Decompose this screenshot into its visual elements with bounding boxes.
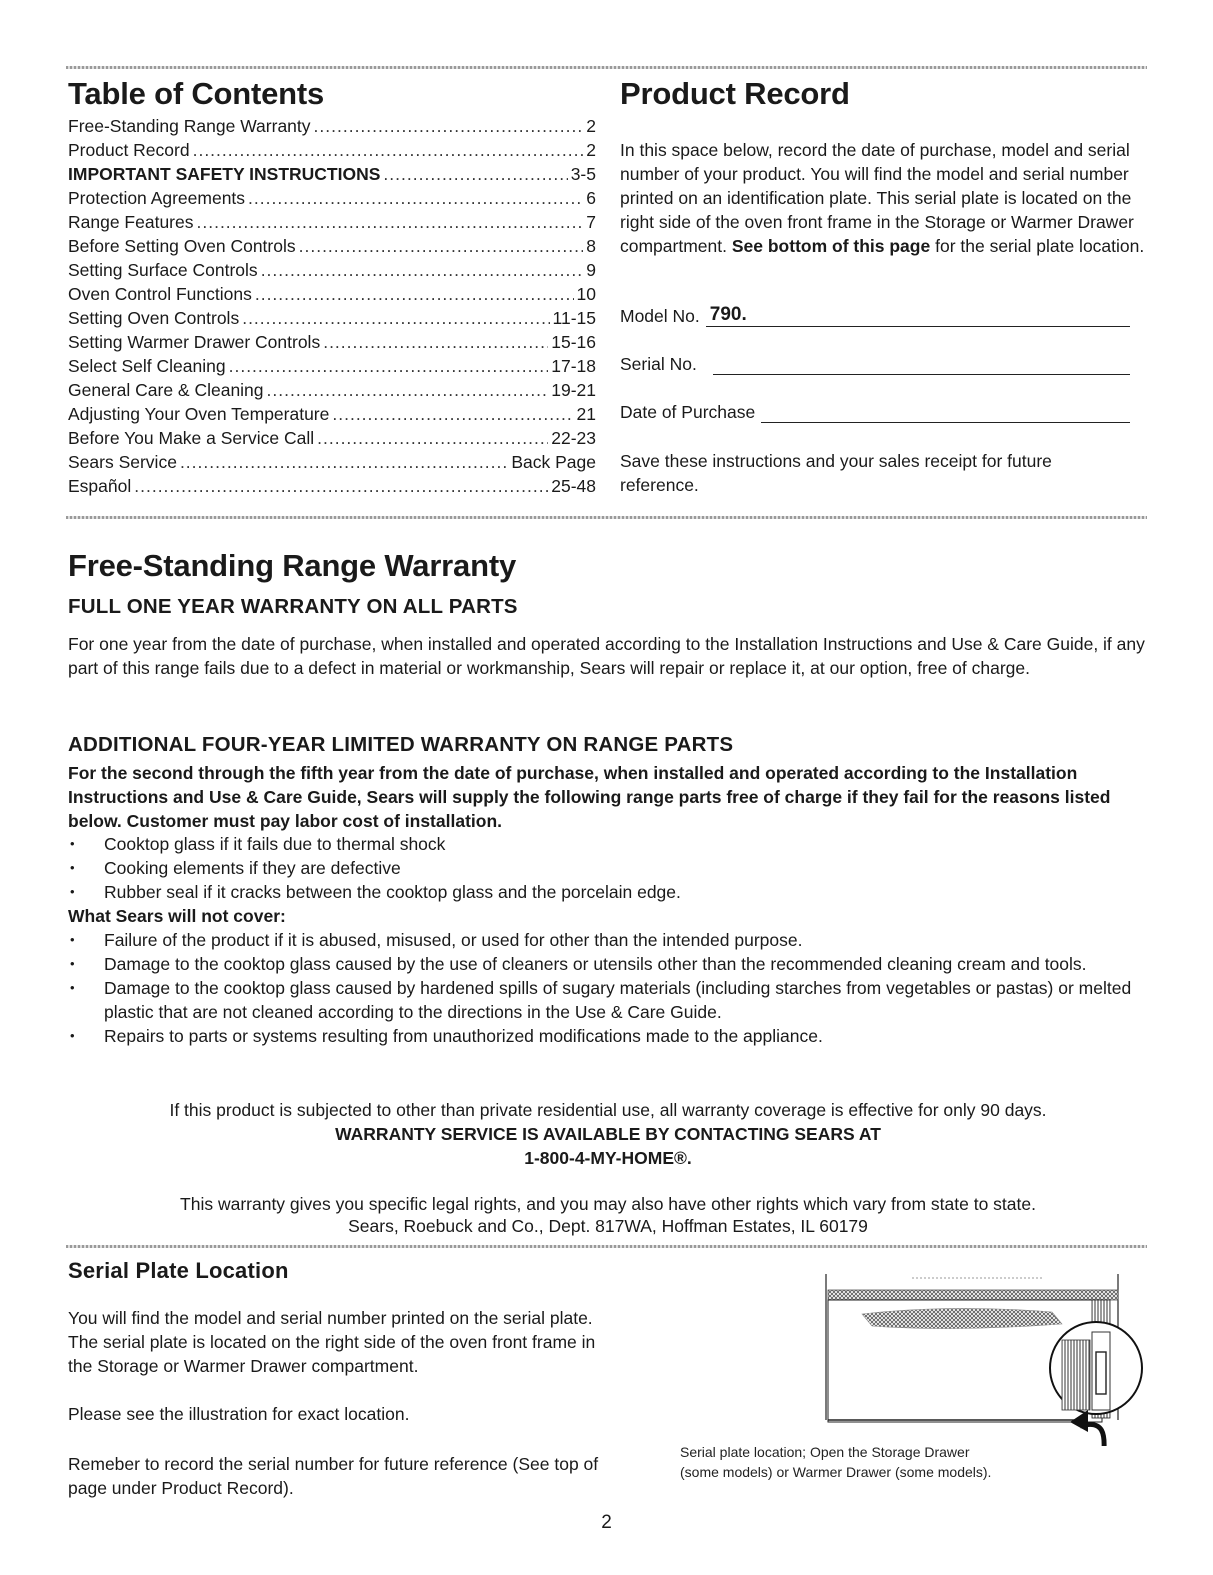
toc-entry[interactable] xyxy=(68,114,596,138)
toc-entry-page: Back Page xyxy=(511,452,596,472)
toc-entry-label: Setting Surface Controls xyxy=(68,260,258,280)
toc-title: Table of Contents xyxy=(68,76,325,111)
toc-entry-page: 2 xyxy=(586,140,596,160)
list-item: • Rubber seal if it cracks between the cooktop glass and the porcelain edge. xyxy=(68,880,1148,904)
serial-number-value[interactable] xyxy=(713,352,1130,375)
serial-plate-text xyxy=(68,1306,613,1500)
toc-entry[interactable] xyxy=(68,378,596,402)
list-item: • Cooktop glass if it fails due to thermal shock xyxy=(68,832,1148,856)
list-item: • Failure of the product if it is abused, misused, or used for other than the intended purpose. xyxy=(68,928,1148,952)
toc-entry-page: 8 xyxy=(586,236,596,256)
magnifier-circle xyxy=(1050,1322,1142,1414)
warranty-title: Free-Standing Range Warranty xyxy=(68,548,516,583)
toc-entry[interactable] xyxy=(68,450,596,474)
product-record-intro-bold: See bottom of this page xyxy=(731,236,931,256)
toc-entry[interactable] xyxy=(68,210,596,234)
toc-entry-label: Setting Warmer Drawer Controls xyxy=(68,332,321,352)
toc-entry-page: 7 xyxy=(586,212,596,232)
warranty-service-line: WARRANTY SERVICE IS AVAILABLE BY CONTACTING SEARS AT xyxy=(335,1124,881,1144)
toc-leader-dots xyxy=(267,378,549,402)
product-record-intro xyxy=(620,138,1150,258)
page-number: 2 xyxy=(601,1512,612,1533)
not-cover-heading: What Sears will not cover: xyxy=(68,906,286,926)
toc-entry-label: Español xyxy=(68,476,132,496)
toc-list xyxy=(68,114,596,498)
caption-line-2: (some models) or Warmer Drawer (some models). xyxy=(680,1464,992,1480)
serial-number-field[interactable] xyxy=(620,352,1130,375)
model-number-value[interactable]: 790. xyxy=(706,304,1130,327)
toc-entry[interactable] xyxy=(68,402,596,426)
purchase-date-field[interactable] xyxy=(620,400,1130,423)
product-record-intro-text: In this space below, record the date of purchase, model and serial number of your product. You will find the model and serial number printed on an identification plate. This serial plate is located on the right side of the oven front frame in the Storage or Warmer Drawer compartment. xyxy=(620,140,1134,256)
list-item: • Cooking elements if they are defective xyxy=(68,856,1148,880)
full-warranty-text: For one year from the date of purchase, when installed and operated according to the Installation Instructions and Use & Care Guide, if any part of this range fails due to a defect in material or workmanship, Sears will repair or replace it, at our option, free of charge. xyxy=(68,634,1145,678)
toc-leader-dots xyxy=(242,306,549,330)
top-divider xyxy=(66,66,1147,69)
toc-entry-label: IMPORTANT SAFETY INSTRUCTIONS xyxy=(68,164,381,184)
toc-entry-label: Oven Control Functions xyxy=(68,284,252,304)
toc-entry[interactable] xyxy=(68,354,596,378)
product-record-intro-end: for the serial plate location. xyxy=(935,236,1145,256)
toc-entry-label: Adjusting Your Oven Temperature xyxy=(68,404,330,424)
mid-divider xyxy=(66,516,1147,519)
toc-entry-page: 21 xyxy=(576,404,596,424)
toc-entry[interactable] xyxy=(68,162,596,186)
toc-leader-dots xyxy=(255,282,574,306)
illustration-caption xyxy=(680,1442,991,1482)
toc-leader-dots xyxy=(261,258,584,282)
sears-address: Sears, Roebuck and Co., Dept. 817WA, Hoffman Estates, IL 60179 xyxy=(348,1216,868,1236)
toc-entry[interactable] xyxy=(68,330,596,354)
product-record-title: Product Record xyxy=(620,76,850,111)
toc-entry-label: Before You Make a Service Call xyxy=(68,428,315,448)
toc-entry-page: 3-5 xyxy=(570,164,596,184)
toc-entry[interactable] xyxy=(68,282,596,306)
purchase-date-value[interactable] xyxy=(761,400,1130,423)
toc-entry-label: Setting Oven Controls xyxy=(68,308,240,328)
toc-entry-page: 9 xyxy=(586,260,596,280)
toc-leader-dots xyxy=(323,330,548,354)
toc-entry-page: 17-18 xyxy=(551,356,596,376)
not-covered-list xyxy=(68,928,1148,1048)
legal-rights-note: This warranty gives you specific legal rights, and you may also have other rights which vary from state to state. xyxy=(180,1194,1036,1214)
serial-plate-illustration xyxy=(812,1270,1152,1446)
serial-plate-heading: Serial Plate Location xyxy=(68,1258,289,1283)
toc-entry[interactable] xyxy=(68,234,596,258)
toc-leader-dots xyxy=(317,426,548,450)
toc-leader-dots xyxy=(299,234,584,258)
model-number-label: Model No. xyxy=(620,306,700,326)
purchase-date-label: Date of Purchase xyxy=(620,402,756,422)
list-item: • Repairs to parts or systems resulting from unauthorized modifications made to the appliance. xyxy=(68,1024,1148,1048)
list-item: • Damage to the cooktop glass caused by hardened spills of sugary materials (including starches from vegetables or pastas) or melted plastic that are not cleaned according to the directions in the Use & Care Guide. xyxy=(68,976,1148,1024)
additional-warranty-heading: ADDITIONAL FOUR-YEAR LIMITED WARRANTY ON RANGE PARTS xyxy=(68,733,734,756)
serial-number-label: Serial No. xyxy=(620,354,697,374)
toc-leader-dots xyxy=(134,474,548,498)
toc-entry-page: 10 xyxy=(576,284,596,304)
toc-leader-dots xyxy=(248,186,583,210)
toc-leader-dots xyxy=(314,114,584,138)
caption-line-1: Serial plate location; Open the Storage Drawer xyxy=(680,1444,970,1460)
toc-entry[interactable] xyxy=(68,306,596,330)
covered-parts-list xyxy=(68,832,1148,904)
toc-entry-label: Range Features xyxy=(68,212,194,232)
toc-entry[interactable] xyxy=(68,258,596,282)
toc-entry-label: General Care & Cleaning xyxy=(68,380,264,400)
toc-entry[interactable] xyxy=(68,426,596,450)
toc-leader-dots xyxy=(197,210,584,234)
toc-entry-page: 2 xyxy=(586,116,596,136)
toc-entry-page: 15-16 xyxy=(551,332,596,352)
bottom-divider xyxy=(66,1245,1147,1248)
model-number-field[interactable] xyxy=(620,304,1130,327)
toc-entry-label: Before Setting Oven Controls xyxy=(68,236,296,256)
toc-entry-page: 11-15 xyxy=(552,308,596,328)
toc-leader-dots xyxy=(180,450,508,474)
toc-leader-dots xyxy=(229,354,549,378)
toc-leader-dots xyxy=(332,402,573,426)
toc-entry-label: Select Self Cleaning xyxy=(68,356,226,376)
additional-warranty-text: For the second through the fifth year from the date of purchase, when installed and operated according to the Installation Instructions and Use & Care Guide, Sears will supply the following range parts free of charge if they fail for the reasons listed below. Customer must pay labor cost of installation. xyxy=(68,763,1111,831)
toc-entry-page: 19-21 xyxy=(551,380,596,400)
save-instructions-note: Save these instructions and your sales receipt for future reference. xyxy=(620,451,1052,495)
serial-plate-p3: Remeber to record the serial number for future reference (See top of page under Product Record). xyxy=(68,1454,599,1498)
toc-entry[interactable] xyxy=(68,474,596,498)
private-use-note: If this product is subjected to other than private residential use, all warranty coverage is effective for only 90 days. xyxy=(169,1100,1047,1120)
toc-entry-label: Protection Agreements xyxy=(68,188,246,208)
warranty-service-phone: 1-800-4-MY-HOME®. xyxy=(524,1148,692,1168)
full-warranty-heading: FULL ONE YEAR WARRANTY ON ALL PARTS xyxy=(68,595,518,618)
toc-entry-page: 22-23 xyxy=(551,428,596,448)
toc-entry-label: Free-Standing Range Warranty xyxy=(68,116,311,136)
toc-entry[interactable] xyxy=(68,138,596,162)
toc-leader-dots xyxy=(193,138,584,162)
toc-entry-label: Product Record xyxy=(68,140,190,160)
toc-entry-page: 25-48 xyxy=(551,476,596,496)
toc-entry-label: Sears Service xyxy=(68,452,177,472)
list-item: • Damage to the cooktop glass caused by the use of cleaners or utensils other than the recommended cleaning cream and tools. xyxy=(68,952,1148,976)
serial-plate-p2: Please see the illustration for exact location. xyxy=(68,1404,410,1424)
toc-entry-page: 6 xyxy=(586,188,596,208)
toc-leader-dots xyxy=(383,162,567,186)
serial-plate-p1: You will find the model and serial number printed on the serial plate. The serial plate is located on the right side of the oven front frame in the Storage or Warmer Drawer compartment. xyxy=(68,1308,596,1376)
toc-entry[interactable] xyxy=(68,186,596,210)
